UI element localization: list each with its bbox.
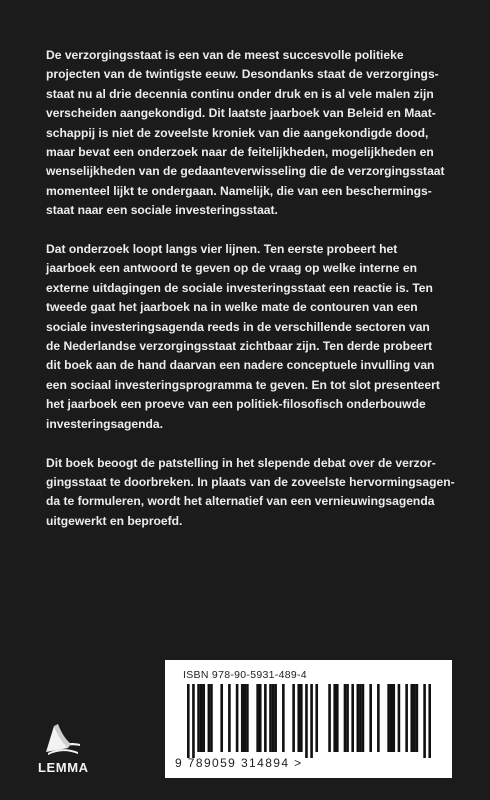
barcode-bar — [428, 684, 431, 758]
blurb-line: schappij is niet de zoveelste kroniek van die aangekondigde dood, — [46, 125, 429, 140]
publisher-logo — [38, 722, 98, 778]
blurb-line: momenteel lijkt te ondergaan. Namelijk, die van een beschermings- — [46, 183, 432, 198]
barcode-bar — [297, 684, 300, 752]
blurb-line: gingsstaat te doorbreken. In plaats van de zoveelste hervormingsagen- — [46, 474, 455, 489]
isbn-label: ISBN 978-90-5931-489-4 — [183, 669, 307, 681]
blurb-line: sociale investeringsagenda reeds in de verschillende sectoren van — [46, 319, 430, 334]
barcode-bar — [269, 684, 272, 752]
barcode-bar — [310, 684, 313, 758]
barcode-bar — [200, 684, 203, 752]
barcode-bar — [392, 684, 395, 752]
barcode-bar — [264, 684, 267, 752]
barcode-bar — [362, 684, 365, 752]
blurb-line: Dit boek beoogt de patstelling in het slepende debat over de verzor- — [46, 455, 436, 470]
blurb-line: het jaarboek een proeve van een politiek-filosofisch onderbouwde — [46, 397, 426, 412]
barcode-bar — [282, 684, 285, 752]
blurb-line: projecten van de twintigste eeuw. Desondanks staat de verzorgings- — [46, 67, 439, 82]
blurb-line: De verzorgingsstaat is een van de meest succesvolle politieke — [46, 48, 404, 62]
barcode-bar — [315, 684, 318, 752]
barcode-bar — [405, 684, 408, 752]
barcode-bar — [328, 684, 331, 752]
barcode-bar — [259, 684, 262, 752]
barcode-digits: 9 789059 314894 > — [175, 756, 303, 770]
blurb-line: Dat onderzoek loopt langs vier lijnen. Ten eerste probeert het — [46, 242, 398, 257]
blurb-paragraph-3 — [46, 454, 456, 532]
barcode-panel — [165, 660, 452, 778]
barcode-bar — [359, 684, 362, 752]
publisher-name: LEMMA — [38, 760, 89, 775]
blurb-line: wenselijkheden van de gedaanteverwisseling die de verzorgingsstaat — [46, 164, 445, 179]
barcode-bar — [387, 684, 390, 752]
blurb-line: investeringsagenda. — [46, 416, 163, 431]
barcode-bar — [241, 684, 244, 752]
barcode-bar — [300, 684, 303, 752]
barcode-bar — [410, 684, 413, 752]
barcode-bar — [236, 684, 239, 752]
blurb-line: de Nederlandse verzorgingsstaat zichtbaar zijn. Ten derde probeert — [46, 339, 433, 354]
barcode-bar — [390, 684, 393, 752]
barcode-bar — [272, 684, 275, 752]
barcode-bar — [416, 684, 419, 752]
blurb-line: tweede gaat het jaarboek na in welke mate de contouren van een — [46, 300, 418, 315]
barcode-bar — [423, 684, 426, 758]
blurb-paragraph-1 — [46, 46, 456, 221]
barcode-bar — [398, 684, 401, 752]
blurb-line: maar bevat een onderzoek naar de feitelijkheden, mogelijkheden en — [46, 145, 434, 160]
barcode-bar — [256, 684, 259, 752]
barcode-bar — [344, 684, 347, 752]
barcode-bars — [187, 684, 431, 758]
barcode-bar — [369, 684, 372, 752]
barcode-bar — [246, 684, 249, 752]
barcode-bar — [377, 684, 380, 752]
barcode-bar — [351, 684, 354, 752]
lemma-book-logo-icon — [44, 722, 84, 756]
blurb-line: externe uitdagingen de sociale investeringsstaat een reactie is. Ten — [46, 280, 433, 295]
barcode-bar — [413, 684, 416, 752]
barcode-bar — [197, 684, 200, 752]
barcode-bar — [220, 684, 223, 752]
barcode-bar — [292, 684, 295, 752]
barcode-bar — [187, 684, 190, 758]
blurb-text — [46, 46, 456, 551]
blurb-line: verscheiden aangekondigd. Dit laatste jaarboek van Beleid en Maat- — [46, 106, 436, 121]
barcode-bar — [202, 684, 205, 752]
barcode-bar — [336, 684, 339, 752]
barcode-bar — [244, 684, 247, 752]
blurb-paragraph-2 — [46, 240, 456, 434]
barcode-bar — [357, 684, 360, 752]
barcode-bar — [333, 684, 336, 752]
barcode-bar — [208, 684, 211, 752]
blurb-line: staat nu al drie decennia continu onder druk en is al vele malen zijn — [46, 86, 434, 101]
blurb-line: staat naar een sociale investeringsstaat. — [46, 203, 278, 218]
barcode-bar — [210, 684, 213, 752]
blurb-line: da te formuleren, wordt het alternatief van een vernieuwingsagenda — [46, 494, 435, 509]
barcode-bar — [346, 684, 349, 752]
barcode-bar — [228, 684, 231, 752]
barcode-bar — [274, 684, 277, 752]
barcode-bar — [305, 684, 308, 758]
barcode-bar — [192, 684, 195, 758]
blurb-line: jaarboek een antwoord te geven op de vraag op welke interne en — [46, 261, 417, 276]
blurb-line: dit boek aan de hand daarvan een nadere conceptuele invulling van — [46, 358, 435, 373]
blurb-line: uitgewerkt en beproefd. — [46, 513, 183, 528]
blurb-line: een sociaal investeringsprogramma te geven. En tot slot presenteert — [46, 377, 440, 392]
